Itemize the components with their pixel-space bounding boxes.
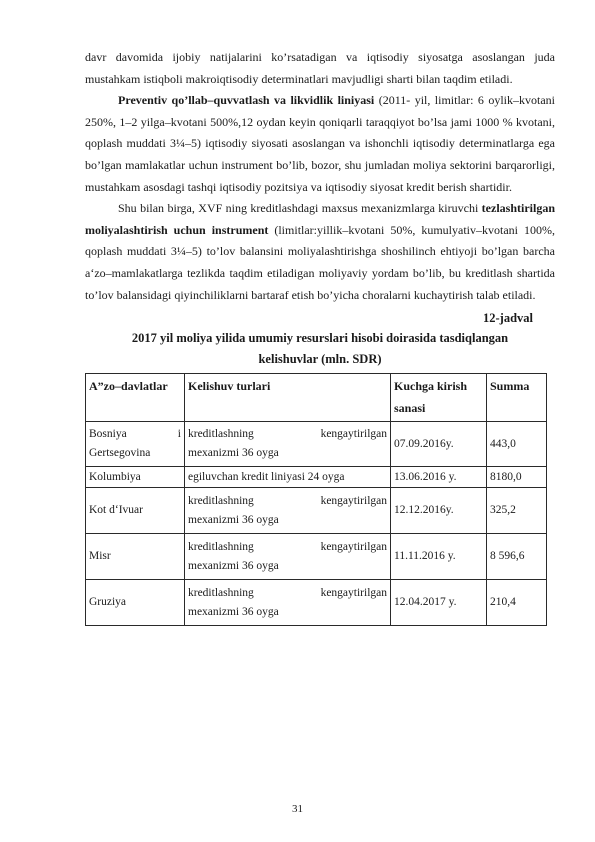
table-row <box>86 534 547 580</box>
country-name-conj: i <box>177 428 181 441</box>
header-amount: Summa <box>487 374 547 422</box>
paragraph-3-text: (limitlar:yillik–kvotani 50%, kumulyativ–kvotani 100%, qoplash muddati 3¼–5) to’lov balansini moliyalashtirishga shoshilinch ehtiyoji bo’lgan barcha a‘zo–mamlakatlarga tezlikda taqdim etiladigan moliyaviy yordam bo’lib, bu kreditlash shartida to’lov balansidagi qiyinchiliklarni bartaraf etish bo’yicha choralarni kuchaytirish talab etiladi. <box>85 222 555 302</box>
cell-amount: 443,0 <box>487 422 547 467</box>
cell-date: 12.12.2016y. <box>391 488 487 534</box>
cell-country <box>86 422 185 467</box>
paragraph-1: davr davomida ijobiy natijalarini ko’rsatadigan va iqtisodiy siyosatga asoslangan juda mustahkam istiqboli makroiqtisodiy determinatlari mavjudligi sharti bilan taqdim etiladi. <box>85 50 555 86</box>
paragraph-2-text: (2011- yil, limitlar: 6 oylik–kvotani 250%, 1–2 yilga–kvotani 500%,12 oydan keyin qoniqarli taraqqiyot bo’lsa jami 1000 % kvotani, qoplash muddati 3¼–5) iqtisodiy siyosati asoslangan va ishonchli iqtisodiy determinatlarga ega bo’lgan mamlakatlar uchun instrument bo’lib, bozor, shu jumladan moliya sektorini barqarorligi, mustahkam asosdagi tashqi iqtisodiy pozitsiya va iqtisodiy siyosat kredit berish shartidir. <box>85 93 555 194</box>
cell-agreement-type: egiluvchan kredit liniyasi 24 oyga <box>185 467 391 488</box>
cell-amount: 210,4 <box>487 580 547 626</box>
cell-agreement-type <box>185 488 391 534</box>
table-title-line-2: kelishuvlar (mln. SDR) <box>258 352 382 367</box>
cell-date: 13.06.2016 y. <box>391 467 487 488</box>
agreement-type-line-1: kreditlashning kengaytirilgan <box>188 540 387 553</box>
cell-date: 11.11.2016 y. <box>391 534 487 580</box>
country-name-part: Bosniya <box>89 428 127 441</box>
agreement-type-line-1: kreditlashning kengaytirilgan <box>188 494 387 507</box>
cell-country: Kot d‘Ivuar <box>86 488 185 534</box>
table-label: 12-jadval <box>483 311 533 326</box>
agreement-type-line-1: kreditlashning kengaytirilgan <box>188 428 387 441</box>
cell-agreement-type <box>185 534 391 580</box>
header-agreement-type: Kelishuv turlari <box>185 374 391 422</box>
cell-country: Misr <box>86 534 185 580</box>
cell-amount: 8 596,6 <box>487 534 547 580</box>
paragraph-3 <box>85 198 555 306</box>
cell-amount: 325,2 <box>487 488 547 534</box>
table-row <box>86 488 547 534</box>
cell-date: 07.09.2016y. <box>391 422 487 467</box>
table-row <box>86 580 547 626</box>
agreement-type-line-2: mexanizmi 36 oyga <box>188 605 279 618</box>
header-effective-date: Kuchga kirish sanasi <box>391 374 487 422</box>
term-preventive-line: Preventiv qo’llab–quvvatlash va likvidlik liniyasi <box>118 93 375 108</box>
table-row <box>86 422 547 467</box>
page-number: 31 <box>292 803 303 815</box>
cell-agreement-type <box>185 422 391 467</box>
cell-date: 12.04.2017 y. <box>391 580 487 626</box>
agreement-type-line-2: mexanizmi 36 oyga <box>188 513 279 526</box>
cell-agreement-type <box>185 580 391 626</box>
table-header-row <box>86 374 547 422</box>
cell-country: Gruziya <box>86 580 185 626</box>
agreements-table <box>85 373 547 626</box>
cell-country: Kolumbiya <box>86 467 185 488</box>
page-content <box>85 47 555 626</box>
paragraph-2 <box>85 90 555 198</box>
agreement-type-line-2: mexanizmi 36 oyga <box>188 447 279 460</box>
country-name-part-2: Gertsegovina <box>89 447 151 460</box>
agreement-type-line-2: mexanizmi 36 oyga <box>188 559 279 572</box>
cell-amount: 8180,0 <box>487 467 547 488</box>
table-row <box>86 467 547 488</box>
agreement-type-line-1: kreditlashning kengaytirilgan <box>188 586 387 599</box>
table-title-line-1: 2017 yil moliya yilida umumiy resurslari hisobi doirasida tasdiqlangan <box>131 331 509 346</box>
header-countries: A”zo–davlatlar <box>86 374 185 422</box>
term-rapid-financing: tezlashtirilgan moliyalashtirish uchun instrument <box>85 201 555 237</box>
paragraph-3-start: Shu bilan birga, XVF ning kreditlashdagi maxsus mexanizmlarga kiruvchi <box>118 201 482 216</box>
